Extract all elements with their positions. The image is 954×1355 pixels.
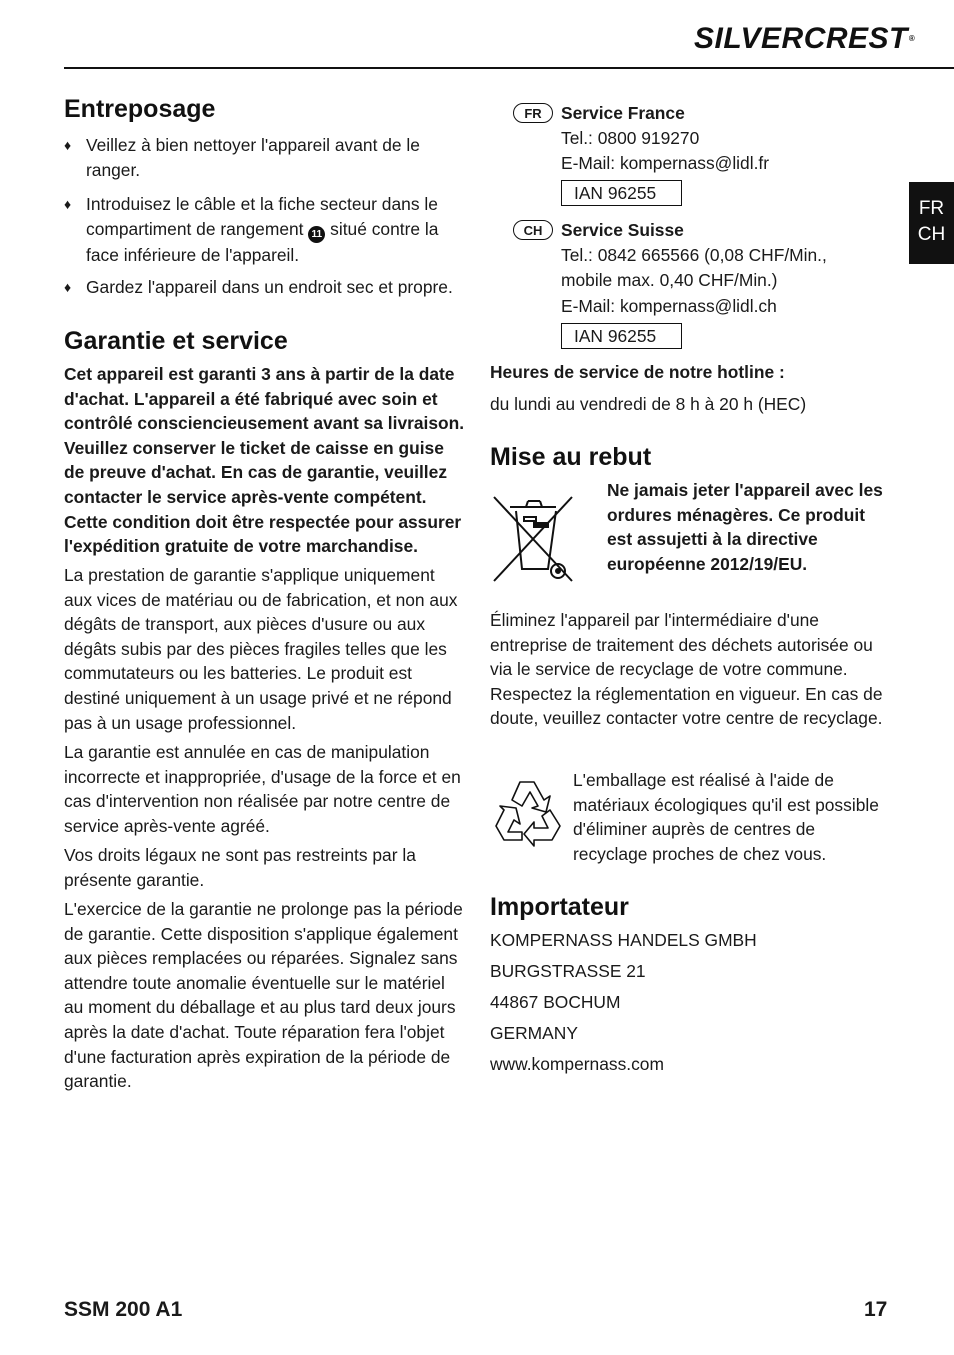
country-badge-ch: CH bbox=[513, 220, 553, 240]
number-11-icon: 11 bbox=[308, 226, 325, 243]
hours-title: Heures de service de notre hotline : bbox=[490, 362, 785, 382]
service-france-email: E-Mail: kompernass@lidl.fr bbox=[561, 153, 770, 173]
disposal-bold-text: Ne jamais jeter l'appareil avec les ordures ménagères. Ce produit est assujetti à la directive européenne 2012/19/EU. bbox=[607, 480, 883, 574]
storage-bullet-1: ♦ Veillez à bien nettoyer l'appareil avant de le ranger. bbox=[64, 135, 420, 180]
storage-bullet-2: ♦ Introduisez le câble et la fiche secteur dans le compartiment de rangement 11 situé contre la face inférieure de l'appareil. bbox=[64, 194, 439, 265]
lang-fr: FR bbox=[918, 198, 945, 219]
warranty-paragraph-3: Vos droits légaux ne sont pas restreints par la présente garantie. bbox=[64, 845, 416, 890]
service-suisse-tel: Tel.: 0842 665566 (0,08 CHF/Min., bbox=[561, 245, 827, 265]
warranty-paragraph-1: La prestation de garantie s'applique uniquement aux vices de matériau ou de fabrication, et non aux dégâts de transport, aux pièces d'usure ou aux dégâts subis par des pièces fragiles telles que les commutateurs ou les batteries. Le produit est destiné uniquement à un usage privé et ne répond pas à un usage professionnel. bbox=[64, 565, 458, 733]
importer-website[interactable]: www.kompernass.com bbox=[490, 1054, 664, 1074]
warranty-paragraph-2: La garantie est annulée en cas de manipulation incorrecte et inappropriée, d'usage de la force et en cas d'intervention non réalisée par notre centre de service après-vente agréé. bbox=[64, 742, 461, 836]
importer-title: Importateur bbox=[490, 893, 629, 921]
importer-city: 44867 BOCHUM bbox=[490, 992, 621, 1012]
warranty-bold-paragraph: Cet appareil est garanti 3 ans à partir de la date d'achat. L'appareil a été fabriqué avec soin et contrôlé consciencieusement avant sa livraison. Veuillez conserver le ticket de caisse en guise de preuve d'achat. En cas de garantie, veuillez contacter le service après-vente compétent. Cette condition doit être respectée pour assurer l'expédition gratuite de votre marchandise. bbox=[64, 364, 465, 557]
service-suisse-email: E-Mail: kompernass@lidl.ch bbox=[561, 296, 777, 316]
warranty-title: Garantie et service bbox=[64, 327, 288, 355]
diamond-bullet-icon: ♦ bbox=[64, 196, 72, 212]
hours-text: du lundi au vendredi de 8 h à 20 h (HEC) bbox=[490, 394, 807, 414]
page-number: 17 bbox=[864, 1298, 888, 1321]
lang-ch: CH bbox=[917, 224, 946, 245]
footer-model: SSM 200 A1 bbox=[64, 1298, 183, 1321]
service-suisse-tel-mobile: mobile max. 0,40 CHF/Min.) bbox=[561, 270, 778, 290]
importer-street: BURGSTRASSE 21 bbox=[490, 961, 646, 981]
importer-country: GERMANY bbox=[490, 1023, 578, 1043]
service-france-tel: Tel.: 0800 919270 bbox=[561, 128, 700, 148]
ian-box-fr: IAN 96255 bbox=[561, 180, 682, 206]
disposal-text: Éliminez l'appareil par l'intermédiaire d'une entreprise de traitement des déchets autorisée ou via le service de recyclage de votre commune. Respectez la réglementation en vigueur. En cas de doute, veuillez contacter votre centre de recyclage. bbox=[490, 610, 883, 729]
brand-logo: SILVERCREST® bbox=[694, 22, 916, 55]
disposal-title: Mise au rebut bbox=[490, 443, 652, 471]
service-suisse-title: Service Suisse bbox=[561, 220, 684, 240]
diamond-bullet-icon: ♦ bbox=[64, 279, 72, 295]
header-rule bbox=[64, 67, 954, 69]
country-badge-fr: FR bbox=[513, 103, 553, 123]
service-france-title: Service France bbox=[561, 103, 685, 123]
language-tab bbox=[909, 182, 954, 264]
packaging-text: L'emballage est réalisé à l'aide de matériaux écologiques qu'il est possible d'éliminer auprès de centres de recyclage proches de chez vous. bbox=[573, 770, 879, 864]
crossed-out-bin-icon bbox=[490, 493, 576, 585]
storage-bullet-3: ♦ Gardez l'appareil dans un endroit sec et propre. bbox=[64, 275, 466, 300]
storage-title: Entreposage bbox=[64, 95, 216, 123]
warranty-paragraph-4: L'exercice de la garantie ne prolonge pas la période de garantie. Cette disposition s'applique également aux pièces remplacées ou réparées. Signalez sans attendre toute anomalie éventuelle sur le matériel au moment du déballage et au plus tard deux jours après la date d'achat. Toute réparation fera l'objet d'une facturation après expiration de la période de garantie. bbox=[64, 899, 463, 1092]
recycling-icon bbox=[490, 776, 564, 848]
importer-company: KOMPERNASS HANDELS GMBH bbox=[490, 930, 757, 950]
ian-box-ch: IAN 96255 bbox=[561, 323, 682, 349]
diamond-bullet-icon: ♦ bbox=[64, 137, 72, 153]
